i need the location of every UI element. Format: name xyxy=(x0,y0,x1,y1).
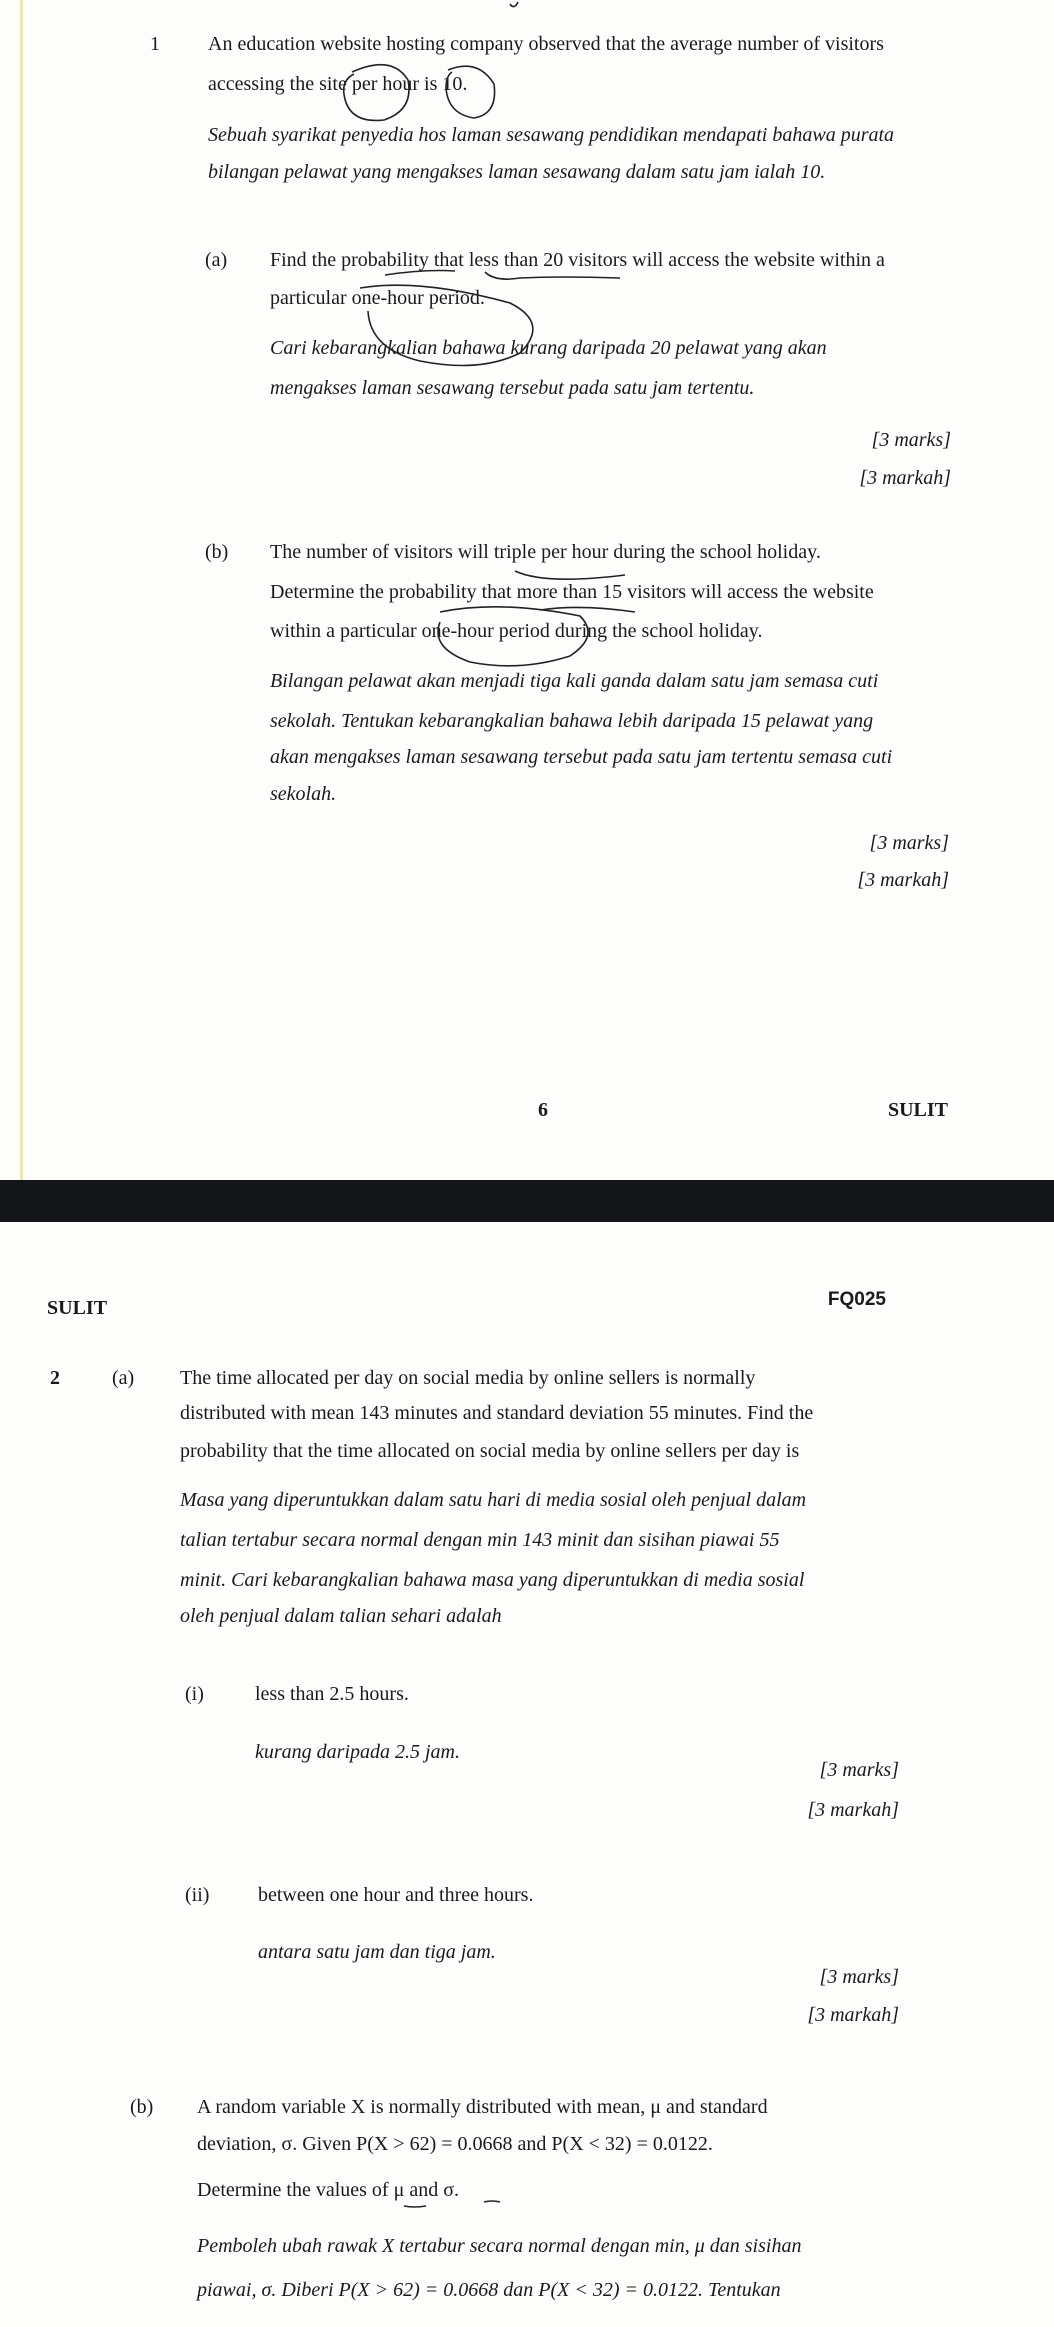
q1-text-ms: bilangan pelawat yang mengakses laman sesawang dalam satu jam ialah 10. xyxy=(208,161,826,183)
q2b-text-ms: piawai, σ. Diberi P(X > 62) = 0.0668 dan P(X < 32) = 0.0122. Tentukan xyxy=(197,2279,781,2301)
course-code: FQ025 xyxy=(827,1289,886,1310)
markah-label: [3 markah] xyxy=(857,869,949,891)
page-number: 6 xyxy=(538,1099,548,1121)
q1b-text-en: Determine the probability that more than 15 visitors will access the website xyxy=(270,581,874,603)
q2a-text-en: The time allocated per day on social media by online sellers is normally xyxy=(180,1367,756,1389)
q2a-text-ms: minit. Cari kebarangkalian bahawa masa yang diperuntukkan di media sosial xyxy=(180,1569,805,1591)
q1b-text-en: within a particular one-hour period during the school holiday. xyxy=(270,620,763,642)
q2aii-text-en: between one hour and three hours. xyxy=(258,1884,534,1906)
q1a-text-ms: mengakses laman sesawang tersebut pada satu jam tertentu. xyxy=(270,377,755,399)
part-label: (a) xyxy=(112,1367,135,1389)
q2ai-text-ms: kurang daripada 2.5 jam. xyxy=(255,1741,460,1763)
q2a-text-ms: Masa yang diperuntukkan dalam satu hari di media sosial oleh penjual dalam xyxy=(180,1489,807,1511)
subpart-label: (ii) xyxy=(185,1884,210,1906)
q2a-text-en: probability that the time allocated on social media by online sellers per day is xyxy=(180,1440,800,1462)
q1a-text-ms: Cari kebarangkalian bahawa kurang daripada 20 pelawat yang akan xyxy=(270,337,827,359)
page-edge-highlight xyxy=(20,0,23,1180)
q2aii-text-ms: antara satu jam dan tiga jam. xyxy=(258,1941,496,1963)
q2b-text-en: deviation, σ. Given P(X > 62) = 0.0668 and P(X < 32) = 0.0122. xyxy=(197,2133,713,2155)
q1b-text-en: The number of visitors will triple per hour during the school holiday. xyxy=(270,541,821,563)
q1b-text-ms: sekolah. Tentukan kebarangkalian bahawa lebih daripada 15 pelawat yang xyxy=(270,710,874,732)
markah-label: [3 markah] xyxy=(859,467,951,489)
q1b-text-ms: akan mengakses laman sesawang tersebut pada satu jam tertentu semasa cuti xyxy=(270,746,893,768)
markah-label: [3 markah] xyxy=(807,2004,899,2026)
q1b-text-ms: sekolah. xyxy=(270,783,337,805)
part-label: (a) xyxy=(205,249,228,271)
q2b-text-en: Determine the values of μ and σ. xyxy=(197,2179,459,2201)
part-label: (b) xyxy=(205,541,229,563)
page-separator xyxy=(0,1180,1054,1222)
q2a-text-ms: talian tertabur secara normal dengan min 143 minit dan sisihan piawai 55 xyxy=(180,1529,780,1551)
q1-text-en: accessing the site per hour is 10. xyxy=(208,73,468,95)
q2a-text-ms: oleh penjual dalam talian sehari adalah xyxy=(180,1605,502,1627)
q1a-text-en: Find the probability that less than 20 visitors will access the website within a xyxy=(270,249,885,271)
q2a-text-en: distributed with mean 143 minutes and standard deviation 55 minutes. Find the xyxy=(180,1402,814,1424)
q1a-text-en: particular one-hour period. xyxy=(270,287,485,309)
q2b-text-en: A random variable X is normally distributed with mean, μ and standard xyxy=(197,2096,768,2118)
q2ai-text-en: less than 2.5 hours. xyxy=(255,1683,409,1705)
marks-label: [3 marks] xyxy=(869,832,949,854)
marks-label: [3 marks] xyxy=(819,1966,899,1988)
q1-text-ms: Sebuah syarikat penyedia hos laman sesawang pendidikan mendapati bahawa purata xyxy=(208,124,895,146)
q1-text-en: An education website hosting company observed that the average number of visitors xyxy=(208,33,884,55)
q1b-text-ms: Bilangan pelawat akan menjadi tiga kali ganda dalam satu jam semasa cuti xyxy=(270,670,879,692)
marks-label: [3 marks] xyxy=(871,429,951,451)
question-number: 2 xyxy=(50,1367,60,1389)
subpart-label: (i) xyxy=(185,1683,204,1705)
exam-page-7 xyxy=(0,1222,1054,2327)
question-number: 1 xyxy=(150,33,160,55)
markah-label: [3 markah] xyxy=(807,1799,899,1821)
marks-label: [3 marks] xyxy=(819,1759,899,1781)
footer-classification: SULIT xyxy=(887,1099,948,1121)
part-label: (b) xyxy=(130,2096,154,2118)
q2b-text-ms: Pemboleh ubah rawak X tertabur secara normal dengan min, μ dan sisihan xyxy=(197,2235,802,2257)
header-classification: SULIT xyxy=(47,1297,108,1319)
